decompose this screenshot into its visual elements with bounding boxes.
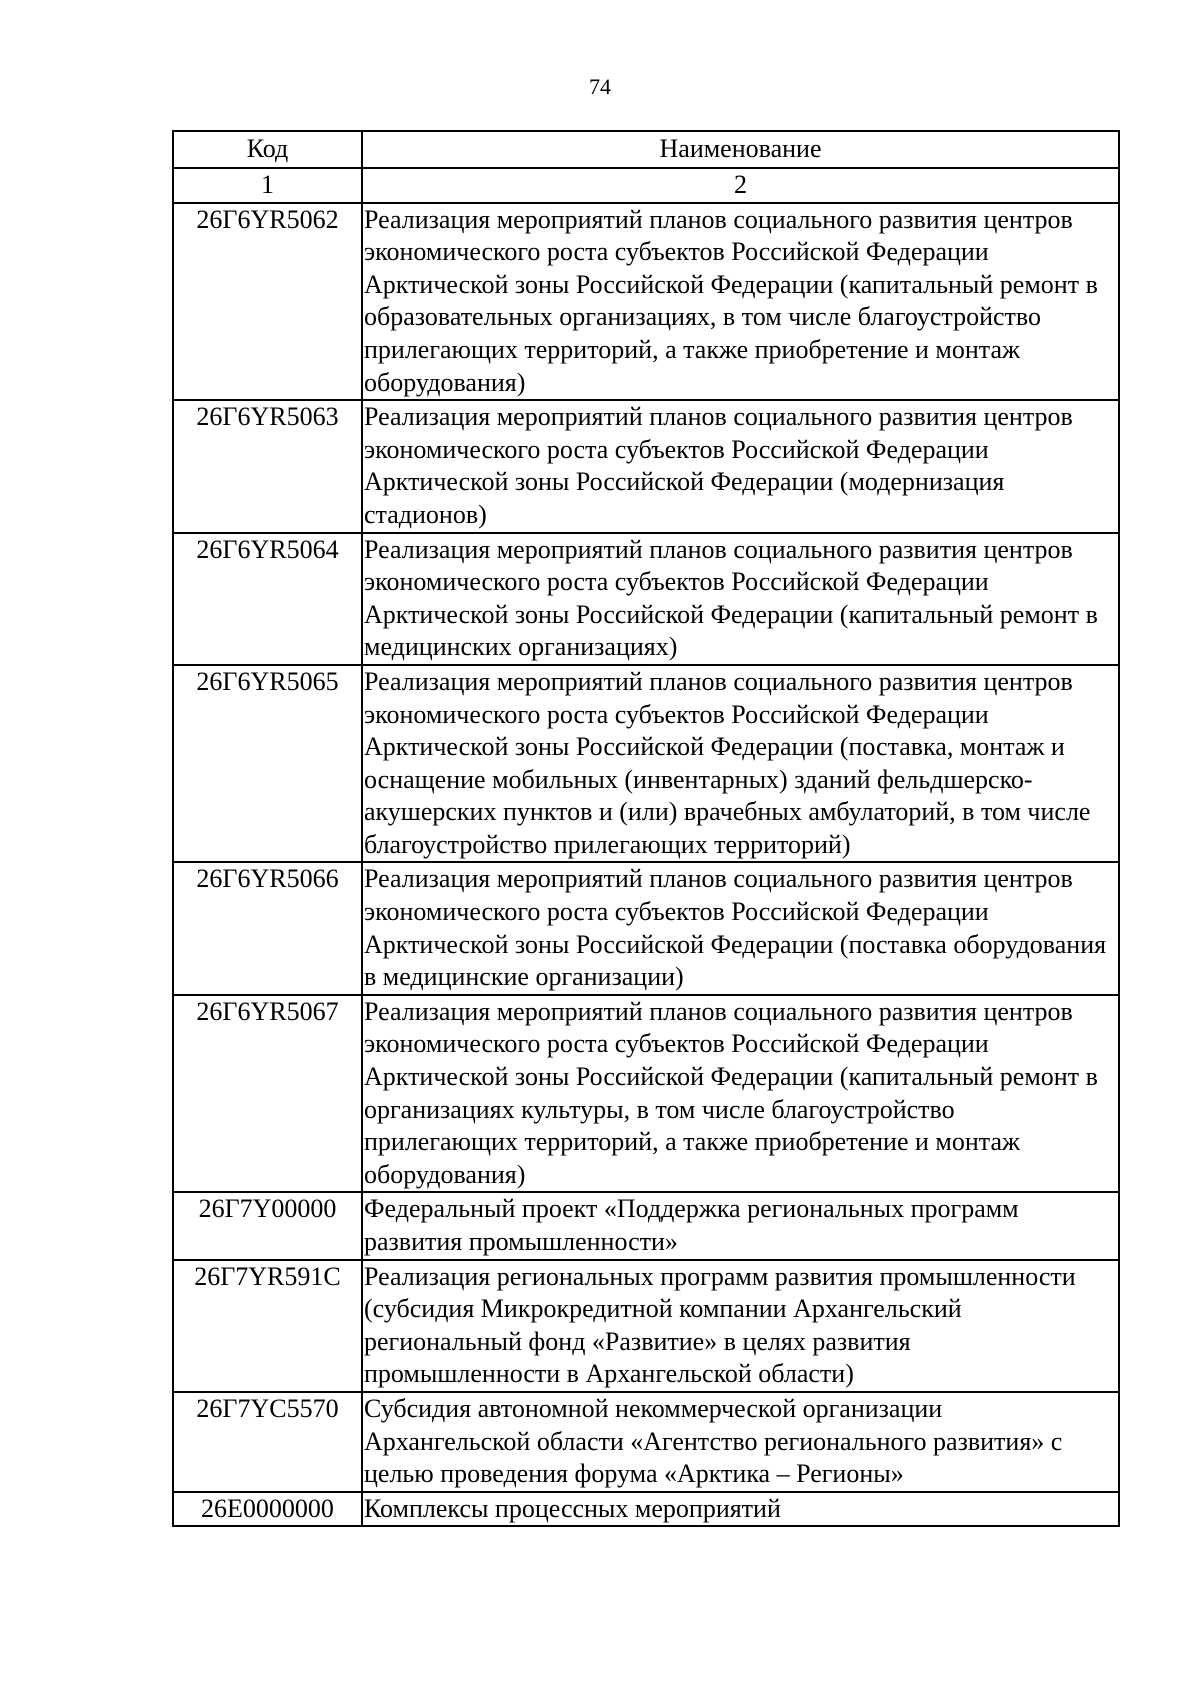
table-row bbox=[173, 533, 1119, 665]
row-name: Субсидия автономной некоммерческой организации Архангельской области «Агентство регионального развития» с целью проведения форума «Арктика – Регионы» bbox=[362, 1392, 1119, 1492]
row-code: 26Г7Y00000 bbox=[173, 1192, 362, 1259]
table-header-row bbox=[173, 131, 1119, 168]
row-code: 26Г6YR5062 bbox=[173, 203, 362, 401]
row-name: Реализация мероприятий планов социального развития центров экономического роста субъектов Российской Федерации Арктической зоны Российской Федерации (поставка оборудования в медицинские организации) bbox=[362, 862, 1119, 994]
row-code: 26Г7YC5570 bbox=[173, 1392, 362, 1492]
row-code: 26Г6YR5063 bbox=[173, 400, 362, 532]
table-row bbox=[173, 665, 1119, 863]
row-name: Реализация мероприятий планов социального развития центров экономического роста субъектов Российской Федерации Арктической зоны Российской Федерации (капитальный ремонт в организациях культуры, в том числе благоустройство прилегающих территорий, а также приобретение и монтаж оборудования) bbox=[362, 995, 1119, 1193]
table-row bbox=[173, 1192, 1119, 1259]
table-row bbox=[173, 1260, 1119, 1392]
row-code: 26Е0000000 bbox=[173, 1492, 362, 1527]
header-code: Код bbox=[173, 131, 362, 168]
table-row bbox=[173, 862, 1119, 994]
table-row bbox=[173, 1492, 1119, 1527]
row-name: Комплексы процессных мероприятий bbox=[362, 1492, 1119, 1527]
row-code: 26Г6YR5065 bbox=[173, 665, 362, 863]
row-name: Реализация мероприятий планов социального развития центров экономического роста субъектов Российской Федерации Арктической зоны Российской Федерации (поставка, монтаж и оснащение мобильных (инвентарных) зданий фельдшерско-акушерских пунктов и (или) врачебных амбулаторий, в том числе благоустройство прилегающих территорий) bbox=[362, 665, 1119, 863]
table-row bbox=[173, 203, 1119, 401]
row-code: 26Г6YR5067 bbox=[173, 995, 362, 1193]
header-name: Наименование bbox=[362, 131, 1119, 168]
budget-code-table bbox=[172, 130, 1120, 1527]
column-number-row bbox=[173, 168, 1119, 203]
table-row bbox=[173, 400, 1119, 532]
page-number: 74 bbox=[589, 74, 611, 99]
row-code: 26Г6YR5066 bbox=[173, 862, 362, 994]
column-number-code: 1 bbox=[173, 168, 362, 203]
row-code: 26Г6YR5064 bbox=[173, 533, 362, 665]
row-name: Федеральный проект «Поддержка региональных программ развития промышленности» bbox=[362, 1192, 1119, 1259]
row-code: 26Г7YR591C bbox=[173, 1260, 362, 1392]
row-name: Реализация мероприятий планов социального развития центров экономического роста субъектов Российской Федерации Арктической зоны Российской Федерации (капитальный ремонт в образовательных организациях, в том числе благоустройство прилегающих территорий, а также приобретение и монтаж оборудования) bbox=[362, 203, 1119, 401]
table-row bbox=[173, 995, 1119, 1193]
row-name: Реализация региональных программ развития промышленности (субсидия Микрокредитной компании Архангельский региональный фонд «Развитие» в целях развития промышленности в Архангельской области) bbox=[362, 1260, 1119, 1392]
row-name: Реализация мероприятий планов социального развития центров экономического роста субъектов Российской Федерации Арктической зоны Российской Федерации (капитальный ремонт в медицинских организациях) bbox=[362, 533, 1119, 665]
row-name: Реализация мероприятий планов социального развития центров экономического роста субъектов Российской Федерации Арктической зоны Российской Федерации (модернизация стадионов) bbox=[362, 400, 1119, 532]
table-row bbox=[173, 1392, 1119, 1492]
column-number-name: 2 bbox=[362, 168, 1119, 203]
